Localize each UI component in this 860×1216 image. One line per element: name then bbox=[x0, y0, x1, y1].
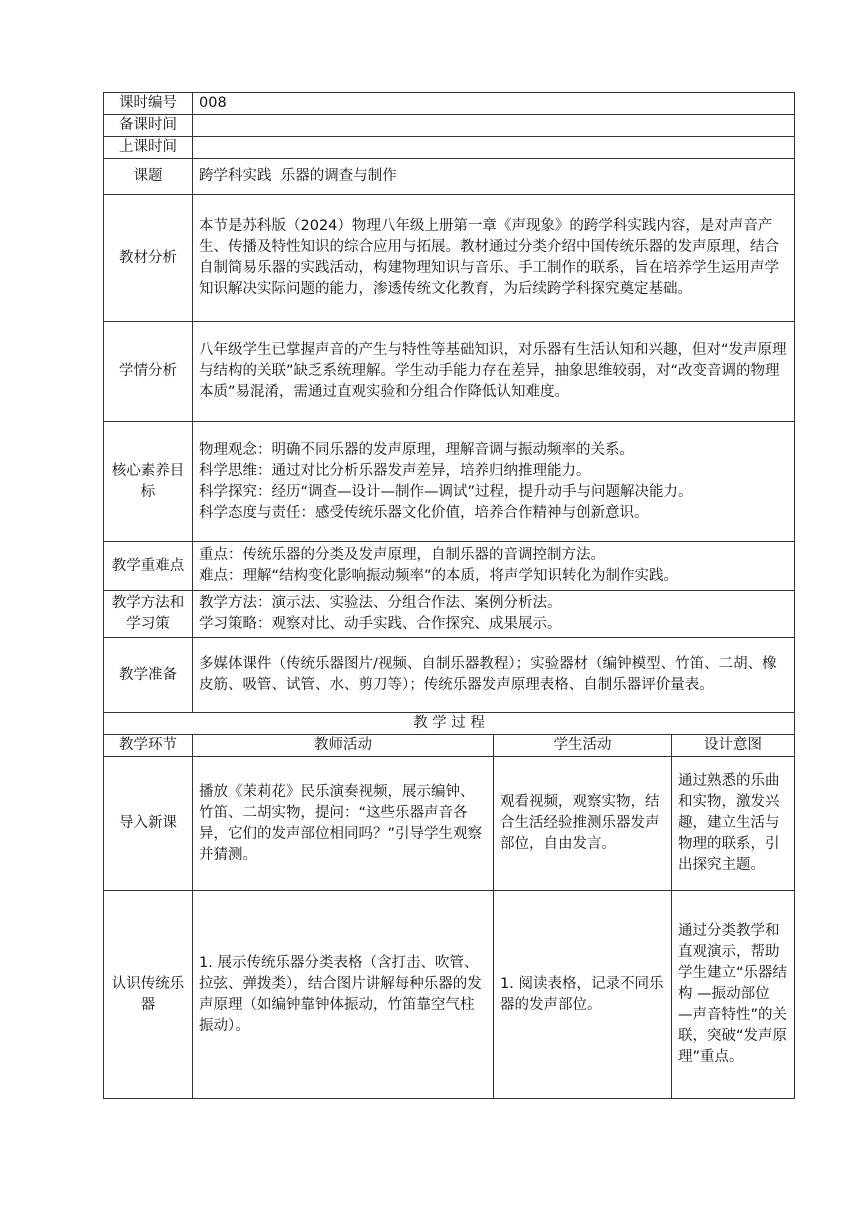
header-student: 学生活动 bbox=[494, 735, 672, 757]
process-title: 教 学 过 程 bbox=[104, 713, 795, 735]
lesson-plan-table bbox=[103, 92, 795, 1099]
students-row bbox=[104, 322, 795, 422]
process-student: 观看视频，观察实物，结合生活经验推测乐器发声部位，自由发言。 bbox=[494, 757, 672, 891]
topic-row bbox=[104, 159, 795, 195]
literacy-list bbox=[193, 422, 795, 542]
methods-label: 教学方法和学习策 bbox=[104, 591, 193, 638]
textbook-row bbox=[104, 195, 795, 322]
key-points-list bbox=[193, 542, 795, 591]
preparation-row bbox=[104, 638, 795, 713]
literacy-row bbox=[104, 422, 795, 542]
methods-row bbox=[104, 591, 795, 638]
method-item: 教学方法：演示法、实验法、分组合作法、案例分析法。 bbox=[199, 595, 562, 611]
header-intent: 设计意图 bbox=[672, 735, 795, 757]
key-points-label: 教学重难点 bbox=[104, 542, 193, 591]
students-label: 学情分析 bbox=[104, 322, 193, 422]
method-item: 学习策略：观察对比、动手实践、合作探究、成果展示。 bbox=[199, 616, 562, 632]
process-header-row bbox=[104, 735, 795, 757]
process-intent: 通过分类教学和直观演示，帮助学生建立“乐器结构 —振动部位 —声音特性”的关联，突破“发声原理”重点。 bbox=[672, 891, 795, 1099]
process-row bbox=[104, 891, 795, 1099]
lesson-number-value: 008 bbox=[193, 93, 795, 115]
literacy-label: 核心素养目标 bbox=[104, 422, 193, 542]
literacy-item: 科学思维：通过对比分析乐器发声差异，培养归纳推理能力。 bbox=[199, 462, 591, 479]
process-title-row bbox=[104, 713, 795, 735]
textbook-label: 教材分析 bbox=[104, 195, 193, 322]
header-stage: 教学环节 bbox=[104, 735, 193, 757]
process-teacher: 1. 展示传统乐器分类表格（含打击、吹管、拉弦、弹拨类），结合图片讲解每种乐器的发声原理（如编钟靠钟体振动，竹笛靠空气柱振动）。 bbox=[193, 891, 494, 1099]
info-row bbox=[104, 115, 795, 137]
info-row bbox=[104, 93, 795, 115]
literacy-item: 科学态度与责任：感受传统乐器文化价值，培养合作精神与创新意识。 bbox=[199, 504, 649, 521]
class-time-label: 上课时间 bbox=[104, 137, 193, 159]
header-teacher: 教师活动 bbox=[193, 735, 494, 757]
preparation-text: 多媒体课件（传统乐器图片/视频、自制乐器教程）；实验器材（编钟模型、竹笛、二胡、橡皮筋、吸管、试管、水、剪刀等）；传统乐器发声原理表格、自制乐器评价量表。 bbox=[193, 638, 795, 713]
topic-value: 跨学科实践 乐器的调查与制作 bbox=[193, 159, 795, 195]
literacy-item: 物理观念：明确不同乐器的发声原理，理解音调与振动频率的关系。 bbox=[199, 441, 634, 458]
key-point-item: 难点：理解“结构变化影响振动频率”的本质，将声学知识转化为制作实践。 bbox=[199, 568, 679, 584]
topic-label: 课题 bbox=[104, 159, 193, 195]
info-row bbox=[104, 137, 795, 159]
process-stage: 导入新课 bbox=[104, 757, 193, 891]
prep-time-value bbox=[193, 115, 795, 137]
process-stage: 认识传统乐器 bbox=[104, 891, 193, 1099]
process-student: 1. 阅读表格，记录不同乐器的发声部位。 bbox=[494, 891, 672, 1099]
process-row bbox=[104, 757, 795, 891]
students-text: 八年级学生已掌握声音的产生与特性等基础知识，对乐器有生活认知和兴趣，但对“发声原理与结构的关联”缺乏系统理解。学生动手能力存在差异，抽象思维较弱，对“改变音调的物理本质”易混淆，需通过直观实验和分组合作降低认知难度。 bbox=[193, 322, 795, 422]
methods-list bbox=[193, 591, 795, 638]
lesson-number-label: 课时编号 bbox=[104, 93, 193, 115]
literacy-item: 科学探究：经历“调查—设计—制作—调试”过程，提升动手与问题解决能力。 bbox=[199, 483, 693, 500]
preparation-label: 教学准备 bbox=[104, 638, 193, 713]
process-intent: 通过熟悉的乐曲和实物，激发兴趣，建立生活与物理的联系，引出探究主题。 bbox=[672, 757, 795, 891]
process-teacher: 播放《茉莉花》民乐演奏视频，展示编钟、竹笛、二胡实物，提问：“这些乐器声音各异，它们的发声部位相同吗？”引导学生观察并猜测。 bbox=[193, 757, 494, 891]
class-time-value bbox=[193, 137, 795, 159]
prep-time-label: 备课时间 bbox=[104, 115, 193, 137]
textbook-text: 本节是苏科版（2024）物理八年级上册第一章《声现象》的跨学科实践内容，是对声音产生、传播及特性知识的综合应用与拓展。教材通过分类介绍中国传统乐器的发声原理，结合自制简易乐器的实践活动，构建物理知识与音乐、手工制作的联系，旨在培养学生运用声学知识解决实际问题的能力，渗透传统文化教育，为后续跨学科探究奠定基础。 bbox=[193, 195, 795, 322]
key-point-item: 重点：传统乐器的分类及发声原理，自制乐器的音调控制方法。 bbox=[199, 547, 605, 563]
key-points-row bbox=[104, 542, 795, 591]
